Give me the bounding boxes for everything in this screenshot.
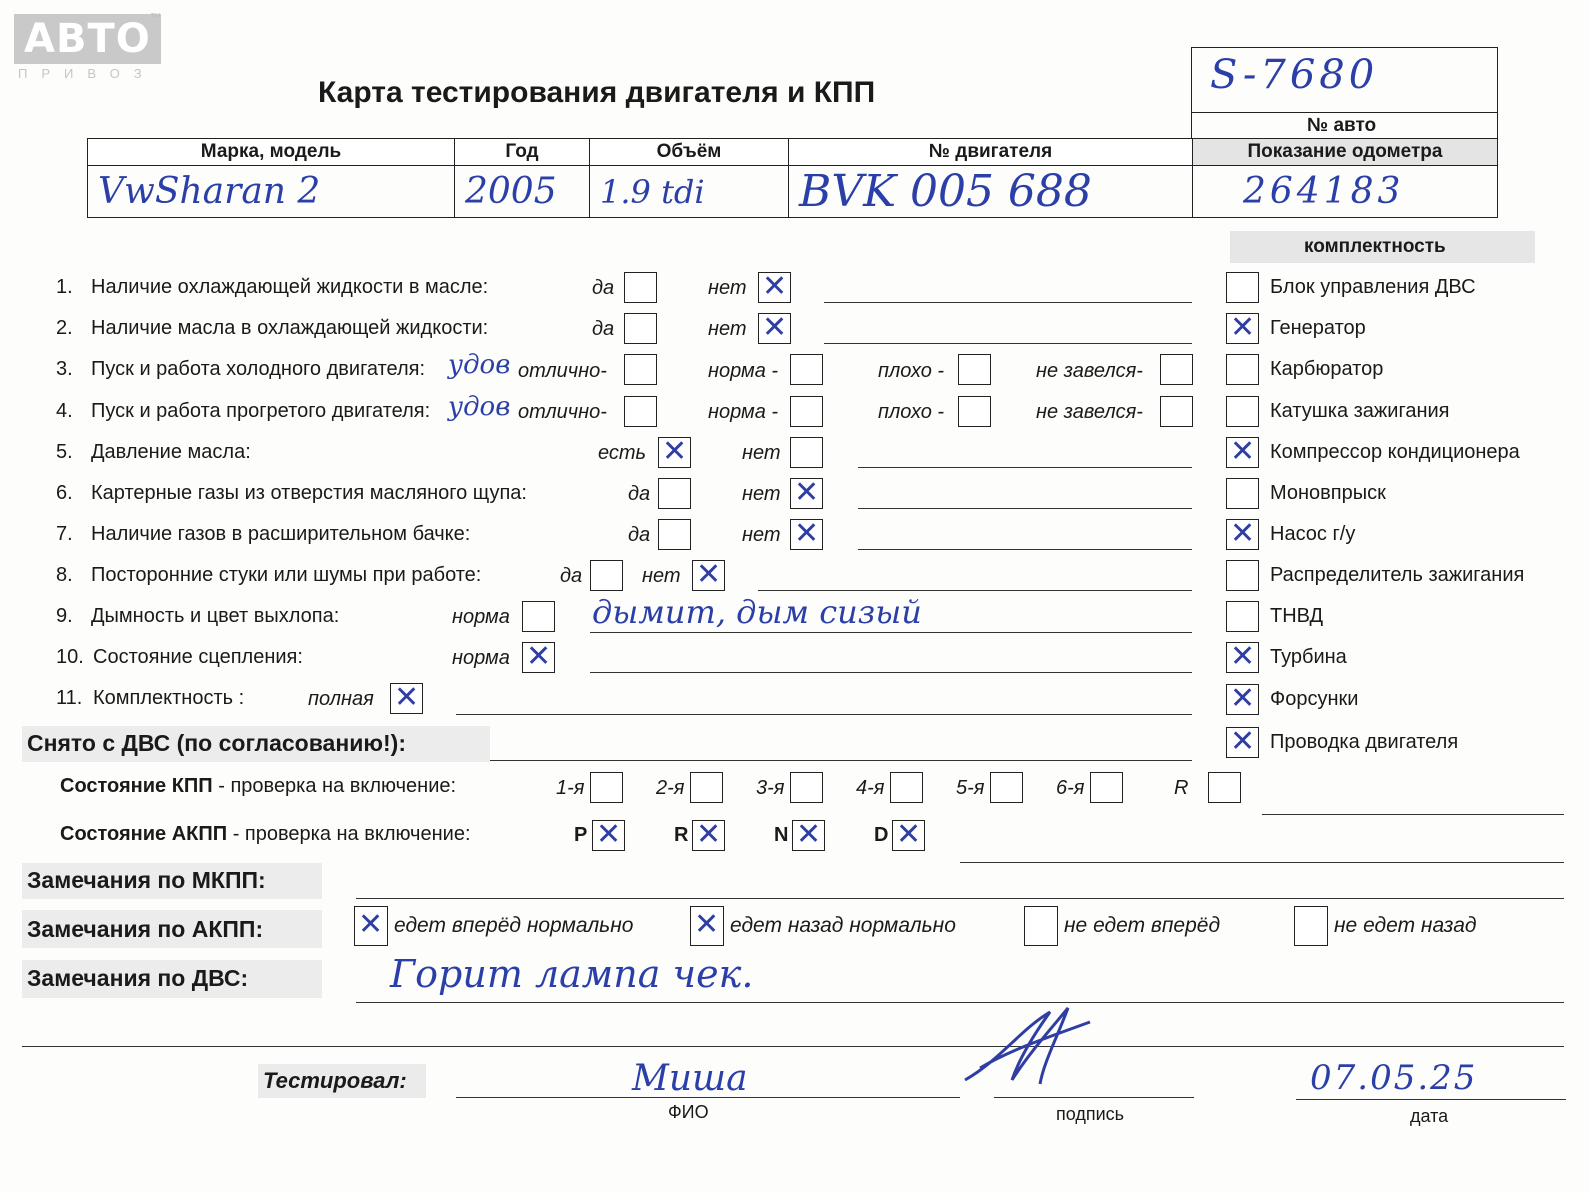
check-number: 3. (56, 358, 73, 380)
signature-caption: подпись (1056, 1104, 1125, 1124)
kpp-note-line (1262, 814, 1564, 815)
checkbox-no[interactable] (790, 437, 823, 468)
completeness-item-label: Катушка зажигания (1270, 400, 1450, 422)
note-line (858, 549, 1192, 550)
column-header: Показание одометра (1193, 139, 1498, 166)
completeness-checkbox[interactable] (1226, 639, 1259, 674)
completeness-title: комплектность (1304, 236, 1446, 257)
completeness-checkbox[interactable] (1226, 516, 1259, 551)
gear-checkbox[interactable] (890, 772, 923, 803)
checkbox-yes[interactable]: ✕ (658, 437, 691, 468)
column-header: Объём (590, 139, 789, 166)
checkbox-yes[interactable] (624, 272, 657, 303)
note-line (824, 302, 1192, 303)
option-label: не завелся- (1036, 401, 1143, 423)
checkbox-not-started[interactable] (1160, 396, 1193, 427)
option-label: нет (742, 483, 781, 505)
check-label: Посторонние стуки или шумы при работе: (91, 564, 482, 586)
checkbox-bad[interactable] (958, 354, 991, 385)
checkbox-yes[interactable] (624, 313, 657, 344)
gear-label: 5-я (956, 777, 985, 799)
note-line (590, 632, 1192, 633)
logo-main: АВТО (14, 14, 161, 64)
check-number: 9. (56, 605, 73, 627)
completeness-checkbox[interactable] (1226, 601, 1259, 632)
completeness-checkbox[interactable] (1226, 310, 1259, 345)
option-label: да (592, 277, 615, 299)
handwritten-note: удов (448, 392, 511, 422)
option-label: отлично- (518, 360, 607, 382)
option-label: не завелся- (1036, 360, 1143, 382)
check-number: 2. (56, 317, 73, 339)
checkbox-no[interactable]: ✕ (790, 519, 823, 550)
akpp-remark-label: едет вперёд нормально (394, 914, 634, 937)
vehicle-info-table (87, 138, 1498, 218)
completeness-item-label: Форсунки (1270, 688, 1359, 710)
akpp-remark-label: не едет вперёд (1064, 914, 1221, 937)
gear-checkbox[interactable] (1090, 772, 1123, 803)
signature-line (994, 1097, 1194, 1098)
odometer-value: 264183 (1193, 166, 1498, 218)
check-label: Дымность и цвет выхлопа: (91, 605, 340, 627)
check-label: Наличие масла в охлаждающей жидкости: (91, 317, 489, 339)
column-header: Год (455, 139, 590, 166)
check-number: 7. (56, 523, 73, 545)
tester-name: Миша (632, 1058, 748, 1099)
option-label: норма (452, 647, 510, 669)
checkbox-normal[interactable] (790, 396, 823, 427)
check-mark: ✕ (796, 817, 822, 852)
check-number: 10. (56, 646, 84, 668)
option-label: нет (742, 524, 781, 546)
check-label: Пуск и работа прогретого двигателя: (91, 400, 431, 422)
option-label: нет (708, 318, 747, 340)
check-label: Наличие охлаждающей жидкости в масле: (91, 276, 489, 298)
handwritten-note: дымит, дым сизый (592, 593, 922, 631)
akpp-note-line (960, 862, 1564, 863)
signature-image (960, 1000, 1100, 1090)
check-mark: ✕ (1230, 681, 1256, 716)
gear-label: 6-я (1056, 777, 1085, 799)
akpp-remark-label: едет назад нормально (730, 914, 956, 937)
remarks-mkpp-line (356, 898, 1564, 899)
tested-label: Тестировал: (263, 1068, 407, 1093)
check-label: Пуск и работа холодного двигателя: (91, 358, 426, 380)
check-mark: ✕ (896, 817, 922, 852)
completeness-item-label: Генератор (1270, 317, 1366, 339)
checkbox-normal[interactable] (790, 354, 823, 385)
remarks-akpp-label: Замечания по АКПП: (27, 916, 264, 942)
checkbox-yes[interactable] (658, 519, 691, 550)
check-number: 1. (56, 276, 73, 298)
completeness-item-label: Компрессор кондиционера (1270, 441, 1520, 463)
check-mark: ✕ (1230, 639, 1256, 674)
date-caption: дата (1410, 1106, 1449, 1126)
akpp-remark-checkbox[interactable] (1024, 906, 1058, 946)
gear-checkbox[interactable] (1208, 772, 1241, 803)
remarks-dvs-label: Замечания по ДВС: (27, 965, 249, 991)
option-label: отлично- (518, 401, 607, 423)
remarks-dvs-note: Горит лампа чек. (390, 952, 754, 996)
option-label: полная (308, 688, 374, 710)
akpp-mode-label: N (774, 824, 789, 846)
completeness-item-label: ТНВД (1270, 605, 1324, 627)
option-label: норма - (708, 360, 779, 382)
removed-label: Снято с ДВС (по согласованию!): (27, 730, 406, 756)
logo-trademark: ™ (150, 12, 161, 24)
check-mark: ✕ (596, 817, 622, 852)
option-label: плохо - (878, 401, 945, 423)
option-label: да (628, 483, 651, 505)
checkbox-not-started[interactable] (1160, 354, 1193, 385)
akpp-remark-checkbox[interactable] (690, 906, 724, 946)
option-label: нет (742, 442, 781, 464)
completeness-checkbox[interactable] (1226, 396, 1259, 427)
page-title: Карта тестирования двигателя и КПП (318, 76, 876, 109)
check-number: 6. (56, 482, 73, 504)
akpp-remark-checkbox[interactable] (354, 906, 388, 946)
gear-label: 3-я (756, 777, 785, 799)
check-mark: ✕ (1230, 516, 1256, 551)
checkbox-bad[interactable] (958, 396, 991, 427)
completeness-checkbox[interactable] (1226, 272, 1259, 303)
gear-label: 1-я (556, 777, 585, 799)
checkbox-yes[interactable] (590, 560, 623, 591)
completeness-checkbox[interactable] (1226, 724, 1259, 759)
model-value: VwSharan 2 (88, 166, 455, 218)
akpp-mode-label: D (874, 824, 889, 846)
check-mark: ✕ (1230, 724, 1256, 759)
check-mark: ✕ (1230, 310, 1256, 345)
completeness-checkbox[interactable] (1226, 354, 1259, 385)
kpp-label: Состояние КПП - проверка на включение: (60, 775, 457, 797)
note-line (758, 590, 1192, 591)
option-label: есть (598, 442, 647, 464)
completeness-item-label: Проводка двигателя (1270, 731, 1459, 753)
akpp-mode-label: P (574, 824, 588, 846)
option-label: нет (708, 277, 747, 299)
note-line (824, 343, 1192, 344)
completeness-item-label: Карбюратор (1270, 358, 1384, 380)
note-line (858, 508, 1192, 509)
check-mark: ✕ (696, 817, 722, 852)
akpp-label: Состояние АКПП - проверка на включение: (60, 823, 471, 845)
logo (14, 14, 161, 81)
checkbox-no[interactable]: ✕ (758, 313, 791, 344)
akpp-mode-checkbox[interactable] (892, 817, 925, 852)
akpp-remark-label: не едет назад (1334, 914, 1477, 937)
gear-checkbox[interactable] (690, 772, 723, 803)
engine-number-value: BVK 005 688 (789, 166, 1193, 218)
option-label: норма - (708, 401, 779, 423)
check-mark: ✕ (358, 907, 384, 942)
logo-sub: ПРИВОЗ (18, 66, 156, 81)
completeness-checkbox[interactable] (1226, 478, 1259, 509)
removed-line (490, 760, 1192, 761)
check-number: 4. (56, 400, 73, 422)
car-number-box (1191, 47, 1498, 140)
check-label: Комплектность : (93, 687, 245, 709)
checkbox-full[interactable]: ✕ (390, 683, 423, 714)
option-label: да (628, 524, 651, 546)
remarks-mkpp-label: Замечания по МКПП: (27, 867, 266, 893)
completeness-item-label: Моновпрыск (1270, 482, 1386, 504)
gear-label: 4-я (856, 777, 885, 799)
note-line (456, 714, 1192, 715)
test-date: 07.05.25 (1310, 1058, 1478, 1098)
completeness-checkbox[interactable] (1226, 681, 1259, 716)
column-header: Марка, модель (88, 139, 455, 166)
check-label: Картерные газы из отверстия масляного щупа: (91, 482, 527, 504)
checkbox-no[interactable]: ✕ (692, 560, 725, 591)
gear-checkbox[interactable] (990, 772, 1023, 803)
check-number: 11. (56, 687, 83, 709)
checkbox-no[interactable]: ✕ (758, 272, 791, 303)
check-number: 5. (56, 441, 73, 463)
checkbox-yes[interactable] (658, 478, 691, 509)
completeness-checkbox[interactable] (1226, 560, 1259, 591)
completeness-item-label: Распределитель зажигания (1270, 564, 1525, 586)
option-label: нет (642, 565, 681, 587)
car-number-value: S-7680 (1210, 52, 1379, 98)
remarks-extra-line (22, 1046, 1564, 1047)
completeness-item-label: Блок управления ДВС (1270, 276, 1476, 298)
check-mark: ✕ (1230, 434, 1256, 469)
volume-value: 1.9 tdi (590, 166, 789, 218)
column-header: № двигателя (789, 139, 1193, 166)
check-label: Давление масла: (91, 441, 251, 463)
akpp-mode-checkbox[interactable] (592, 817, 625, 852)
akpp-remark-checkbox[interactable] (1294, 906, 1328, 946)
check-label: Состояние сцепления: (93, 646, 303, 668)
handwritten-note: удов (448, 350, 511, 380)
note-line (858, 467, 1192, 468)
akpp-mode-checkbox[interactable] (792, 817, 825, 852)
akpp-mode-checkbox[interactable] (692, 817, 725, 852)
option-label: да (560, 565, 583, 587)
option-label: норма (452, 606, 510, 628)
checkbox-normal[interactable]: ✕ (522, 642, 555, 673)
year-value: 2005 (455, 166, 590, 218)
checkbox-normal[interactable] (522, 601, 555, 632)
gear-label: 2-я (656, 777, 685, 799)
note-line (590, 672, 1192, 673)
checkbox-excellent[interactable] (624, 354, 657, 385)
checkbox-excellent[interactable] (624, 396, 657, 427)
date-line (1296, 1099, 1566, 1100)
car-number-label: № авто (1307, 115, 1377, 136)
option-label: да (592, 318, 615, 340)
gear-checkbox[interactable] (590, 772, 623, 803)
check-label: Наличие газов в расширительном бачке: (91, 523, 471, 545)
gear-label: R (1174, 777, 1189, 799)
name-caption: ФИО (668, 1102, 709, 1122)
completeness-item-label: Насос г/у (1270, 523, 1356, 545)
gear-checkbox[interactable] (790, 772, 823, 803)
check-number: 8. (56, 564, 73, 586)
akpp-mode-label: R (674, 824, 689, 846)
option-label: плохо - (878, 360, 945, 382)
checkbox-no[interactable]: ✕ (790, 478, 823, 509)
name-line (456, 1097, 960, 1098)
check-mark: ✕ (694, 907, 720, 942)
completeness-item-label: Турбина (1270, 646, 1347, 668)
completeness-checkbox[interactable] (1226, 434, 1259, 469)
